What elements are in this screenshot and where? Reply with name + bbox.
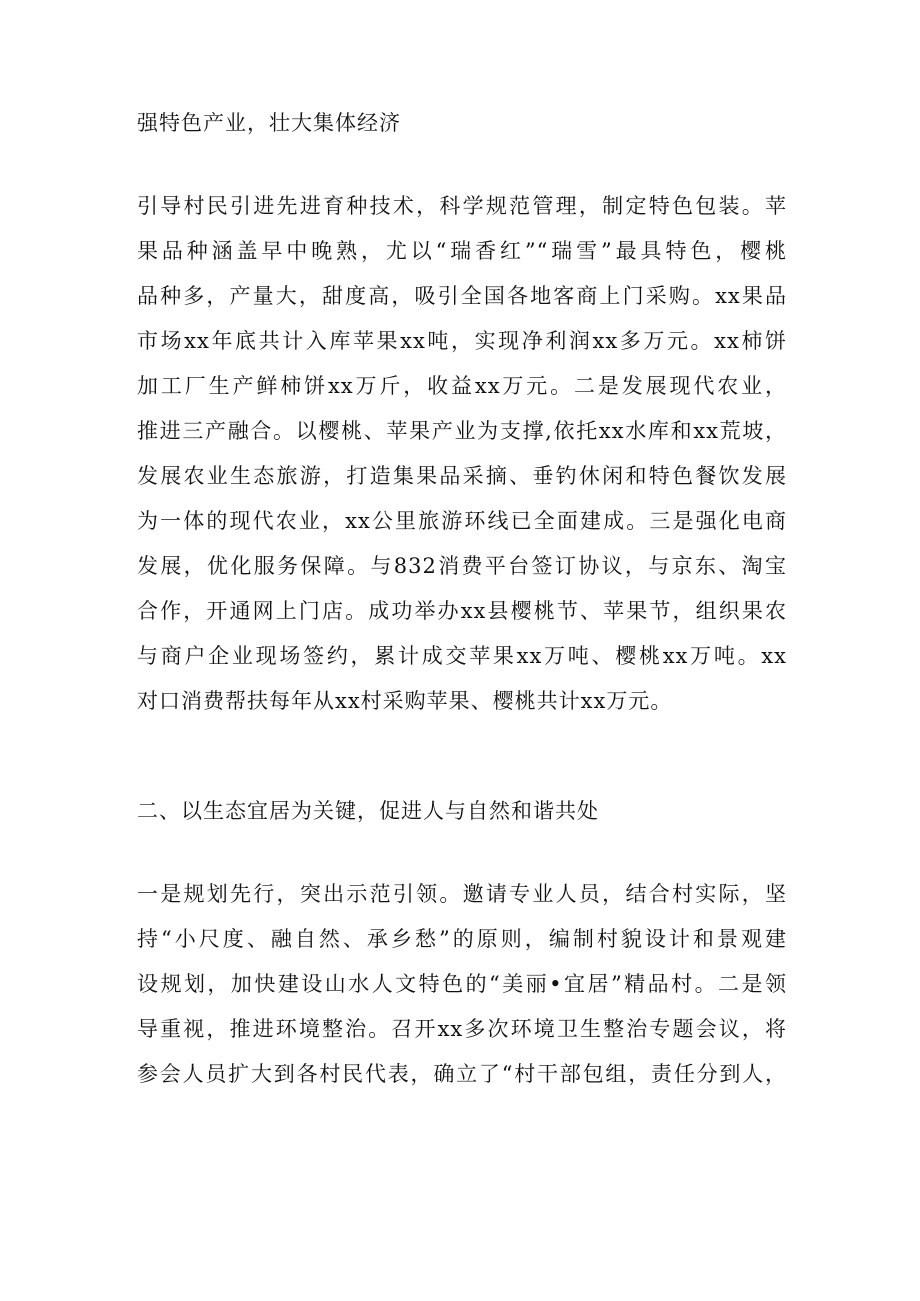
paragraph-line: 持“小尺度、融自然、承乡愁”的原则，编制村貌设计和景观建	[137, 927, 787, 951]
document-body	[137, 98, 787, 1097]
paragraph-line: 发展农业生态旅游，打造集果品采摘、垂钓休闲和特色餐饮发展	[137, 464, 787, 488]
paragraph-line: 合作，开通网上门店。成功举办xx县樱桃节、苹果节，组织果农	[137, 599, 787, 623]
spacer	[137, 724, 787, 786]
paragraph-industry	[137, 184, 787, 724]
paragraph-line: 加工厂生产鲜柿饼xx万斤，收益xx万元。二是发展现代农业，	[137, 374, 787, 398]
paragraph-line: 推进三产融合。以樱桃、苹果产业为支撑,依托xx水库和xx荒坡，	[137, 419, 787, 443]
paragraph-line: 果品种涵盖早中晚熟，尤以“瑞香红”“瑞雪”最具特色，樱桃	[137, 239, 787, 263]
spacer	[137, 836, 787, 872]
paragraph-line: 发展，优化服务保障。与832消费平台签订协议，与京东、淘宝	[137, 554, 787, 578]
spacer	[137, 148, 787, 184]
paragraph-line: 导重视，推进环境整治。召开xx多次环境卫生整治专题会议，将	[137, 1017, 787, 1041]
paragraph-line: 对口消费帮扶每年从xx村采购苹果、樱桃共计xx万元。	[137, 689, 673, 713]
paragraph-line: 参会人员扩大到各村民代表，确立了“村干部包组，责任分到人，	[137, 1062, 787, 1086]
paragraph-line: 设规划，加快建设山水人文特色的“美丽•宜居”精品村。二是领	[137, 972, 787, 996]
paragraph-line: 品种多，产量大，甜度高，吸引全国各地客商上门采购。xx果品	[137, 284, 787, 308]
paragraph-line: 一是规划先行，突出示范引领。邀请专业人员，结合村实际，坚	[137, 882, 787, 906]
paragraph-line: 市场xx年底共计入库苹果xx吨，实现净利润xx多万元。xx柿饼	[137, 329, 787, 353]
paragraph-line: 引导村民引进先进育种技术，科学规范管理，制定特色包装。苹	[137, 194, 787, 218]
section-heading-ecology: 二、以生态宜居为关键，促进人与自然和谐共处	[137, 799, 599, 823]
section-heading-industry: 强特色产业，壮大集体经济	[137, 111, 401, 135]
paragraph-line: 为一体的现代农业，xx公里旅游环线已全面建成。三是强化电商	[137, 509, 787, 533]
paragraph-ecology	[137, 872, 787, 1097]
paragraph-line: 与商户企业现场签约，累计成交苹果xx万吨、樱桃xx万吨。xx	[137, 644, 787, 668]
